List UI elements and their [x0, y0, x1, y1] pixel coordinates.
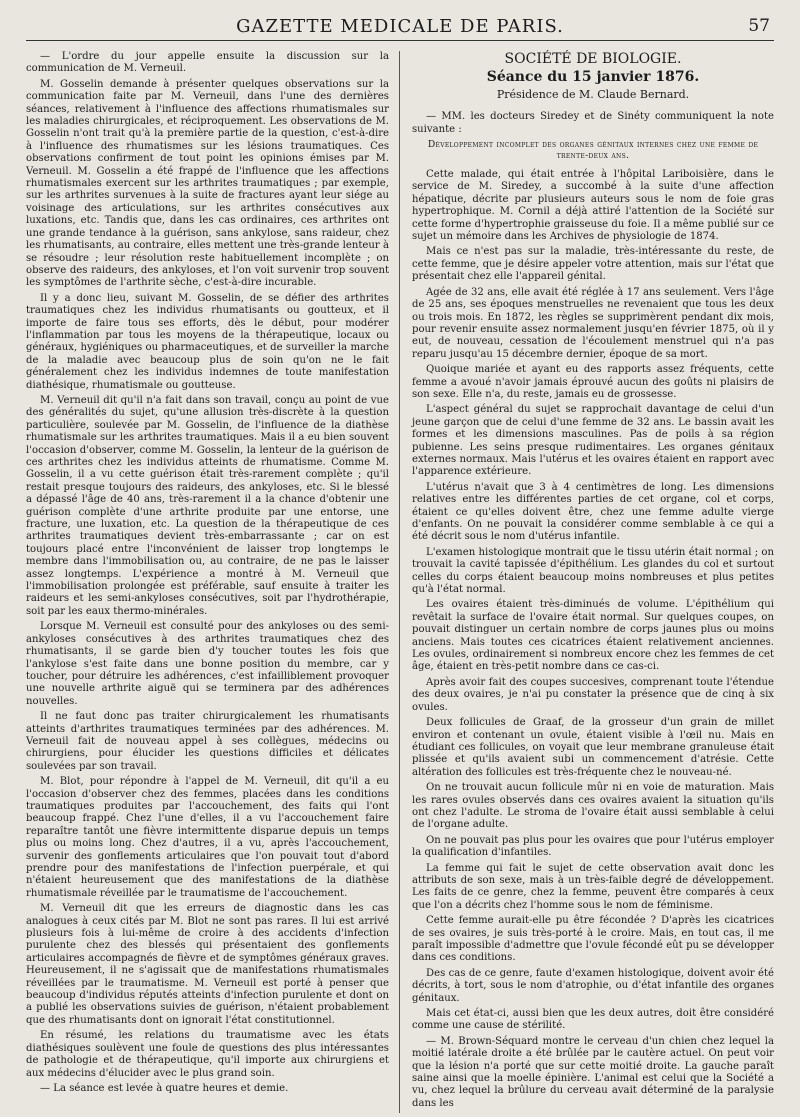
- right-paragraph: On ne trouvait aucun follicule mûr ni en voie de maturation. Mais les rares ovules observés dans ces ovaires avaient la situation qu'ils ont chez l'adulte. Le stroma de l'ovaire était aussi semblable à celui de l'organe adulte.: [412, 782, 774, 831]
- page-number: 57: [748, 16, 770, 36]
- right-paragraph: — M. Brown-Séquard montre le cerveau d'un chien chez lequel la moitié latérale droite a été brûlée par le cautère actuel. On peut voir que la lésion n'a porté que sur cette moitié droite. La gauche paraît saine ainsi que la moelle épinière. L'animal est celui que la Société a vu, chez lequel la brûlure du cerveau avait déterminé de la paralysie dans les: [412, 1035, 774, 1109]
- right-paragraph: Mais ce n'est pas sur la maladie, très-intéressante du reste, de cette femme, que je désire appeler votre attention, mais sur l'état que présentait chez elle l'appareil génital.: [412, 246, 774, 283]
- right-paragraph: L'examen histologique montrait que le tissu utérin était normal ; on trouvait la cavité tapissée d'épithélium. Les glandes du col et surtout celles du corps étaient beaucoup moins nombreuses et plus petites qu'à l'état normal.: [412, 546, 774, 596]
- right-paragraph: Agée de 32 ans, elle avait été réglée à 17 ans seulement. Vers l'âge de 25 ans, ses époques menstruelles ne revenaient que tous les deux ou trois mois. En 1872, les règles se supprimèrent pendant dix mois, pour revenir ensuite assez normalement jusqu'en février 1875, où il y eut, de nouveau, cessation de l'écoulement menstruel qui n'a pas reparu jusqu'au 15 décembre dernier, époque de sa mort.: [412, 286, 774, 360]
- right-paragraph: L'utérus n'avait que 3 à 4 centimètres de long. Les dimensions relatives entre les différentes parties de cet organe, col et corps, étaient ce qu'elles doivent être, chez une femme adulte vierge d'enfants. On ne pouvait la considérer comme semblable à ce qui a été décrit sous le nom d'utérus infantile.: [412, 481, 774, 543]
- right-paragraph: La femme qui fait le sujet de cette observation avait donc les attributs de son sexe, mais à un très-faible degré de développement. Les faits de ce genre, chez la femme, peuvent être comparés à ceux que l'on a décrits chez l'homme sous le nom de féminisme.: [412, 862, 774, 911]
- seance-heading: Séance du 15 janvier 1876.: [486, 69, 700, 86]
- society-heading: SOCIÉTÉ DE BIOLOGIE.: [504, 51, 682, 67]
- session-end-line: — La séance est levée à quatre heures et demie.: [40, 1082, 289, 1094]
- left-paragraph: Il ne faut donc pas traiter chirurgicalement les rhumatisants atteints d'arthrites traumatiques terminées par des adhérences. M. Verneuil fait de nouveau appel à ses collègues, médecins ou chirurgiens, pour élucider les questions difficiles et délicates soulevées par son travail.: [26, 711, 389, 772]
- right-paragraph: Des cas de ce genre, faute d'examen histologique, doivent avoir été décrits, à tort, sous le nom d'atrophie, ou d'état infantile des organes génitaux.: [412, 967, 774, 1004]
- right-paragraph: On ne pouvait pas plus pour les ovaires que pour l'utérus employer la qualification d'infantiles.: [412, 834, 774, 859]
- running-header: [26, 14, 774, 41]
- right-paragraph: L'aspect général du sujet se rapprochait davantage de celui d'un jeune garçon que de celui d'une femme de 32 ans. Le bassin avait les formes et les dimensions masculines. Pas de poils à sa région pubienne. Les seins presque rudimentaires. Les organes génitaux externes normaux. Mais l'utérus et les ovaires étaient en rapport avec l'apparence extérieure.: [412, 404, 774, 478]
- left-paragraph: Il y a donc lieu, suivant M. Gosselin, de se défier des arthrites traumatiques chez les individus rhumatisants ou goutteux, et il importe de faire tous ses efforts, dès le début, pour modérer l'inflammation par tous les moyens de la thérapeutique, locaux ou généraux, hygiéniques ou pharmaceutiques, et de surveiller la marche de la maladie avec beaucoup plus de soin qu'on ne le fait généralement chez les individus indemnes de toute manifestation diathésique, rhumatismale ou goutteuse.: [26, 292, 389, 391]
- left-paragraph: M. Verneuil dit qu'il n'a fait dans son travail, conçu au point de vue des généralités du sujet, qu'une allusion très-discrète à la question particulière, soulevée par M. Gosselin, de l'influence de la diathèse rhumatismale sur les arthrites traumatiques. Mais il a eu bien souvent l'occasion d'observer, comme M. Gosselin, la lenteur de la guérison de ces arthrites chez les individus atteints de rhumatisme. Comme M. Gosselin, il a vu cette guérison était très-rarement complète ; qu'il restait presque toujours des raideurs, des ankyloses, etc. Si le blessé a dépassé l'âge de 40 ans, très-rarement il a la chance d'obtenir une guérison complète d'une arthrite produite par une entorse, une fracture, une luxation, etc. La question de la thérapeutique de ces arthrites traumatiques devient très-embarrassante ; car on est toujours placé entre l'inconvénient de laisser trop longtemps le membre dans l'immobilisation ou, au contraire, de ne pas le laisser assez longtemps. L'expérience a montré à M. Verneuil que l'immobilisation prolongée est préférable, sauf ensuite à traiter les raideurs et les semi-ankyloses consécutives, soit par l'hydrothérapie, soit par les eaux thermo-minérales.: [26, 394, 389, 617]
- intro-paragraph: — MM. les docteurs Siredey et de Sinéty communiquent la note suivante :: [412, 111, 774, 135]
- left-column: [26, 51, 400, 1113]
- article-columns: [26, 51, 774, 1113]
- right-paragraph: Après avoir fait des coupes succesives, comprenant toute l'étendue des deux ovaires, je n'ai pu constater la présence que de cinq à six ovules.: [412, 676, 774, 713]
- right-paragraph: Quoique mariée et ayant eu des rapports assez fréquents, cette femme a avoué n'avoir jamais éprouvé aucun des goûts ni plaisirs de son sexe. Elle n'a, du reste, jamais eu de grossesse.: [412, 364, 774, 400]
- journal-title: GAZETTE MEDICALE DE PARIS.: [236, 16, 564, 37]
- right-paragraph: Cette malade, qui était entrée à l'hôpital Lariboisière, dans le service de M. Siredey, a succombé à la suite d'une affection hépatique, décrite par plusieurs auteurs sous le nom de foie gras hypertrophique. M. Cornil a déjà attiré l'attention de la Société sur cette forme d'hypertrophie graisseuse du foie. Il a même publié sur ce sujet un mémoire dans les Archives de physiologie de 1874.: [412, 169, 774, 243]
- left-paragraph: Lorsque M. Verneuil est consulté pour des ankyloses ou des semi-ankyloses consécutives à des arthrites traumatiques chez des rhumatisants, il se garde bien d'y toucher toutes les fois que l'ankylose s'est faite dans une bonne position du membre, car y toucher, pour détruire les adhérences, c'est infailliblement provoquer une nouvelle arthrite aiguë qui se terminera par des adhérences nouvelles.: [26, 621, 389, 707]
- right-paragraph: Les ovaires étaient très-diminués de volume. L'épithélium qui revêtait la surface de l'ovaire était normal. Sur quelques coupes, on pouvait distinguer un certain nombre de corps jaunes plus ou moins anciens. Mais toutes ces cicatrices étaient relativement anciennes. Les ovules, ordinairement si nombreux encore chez les femmes de cet âge, étaient en très-petit nombre dans ce cas-ci.: [412, 599, 774, 673]
- presidence-line: Présidence de M. Claude Bernard.: [496, 87, 690, 101]
- left-paragraph: M. Verneuil dit que les erreurs de diagnostic dans les cas analogues à ceux cités par M. Blot ne sont pas rares. Il lui est arrivé plusieurs fois à lui-même de croire à des accidents d'infection purulente chez des blessés qui présentaient des gonflements articulaires accompagnés de fièvre et de symptômes généraux graves. Heureusement, il ne s'agissait que de manifestations rhumatismales réveillées par le traumatisme. M. Verneuil est porté à penser que beaucoup d'individus réputés atteints d'infection purulente et dont on a publié les observations suivies de guérison, n'étaient probablement que des rhumatisants dont on ignorait l'état constitutionnel.: [26, 903, 389, 1026]
- right-paragraph: Deux follicules de Graaf, de la grosseur d'un grain de millet environ et contenant un ovule, étaient visible à l'œil nu. Mais en étudiant ces follicules, on voyait que leur membrane granuleuse était plissée et qu'ils avaient subi un commencement d'atrésie. Cette altération des follicules est très-fréquente chez le nouveau-né.: [412, 717, 774, 778]
- right-paragraph: Mais cet état-ci, aussi bien que les deux autres, doit être considéré comme une cause de stérilité.: [412, 1008, 774, 1032]
- left-paragraph: M. Blot, pour répondre à l'appel de M. Verneuil, dit qu'il a eu l'occasion d'observer chez des femmes, placées dans les conditions traumatiques produites par l'accouchement, des faits qui l'ont beaucoup frappé. Chez l'une d'elles, il a vu l'accouchement faire reparaître tantôt une fièvre intermittente disparue depuis un temps plus ou moins long. Chez d'autres, il a vu, après l'accouchement, survenir des gonflements articulaires que l'on pouvait tout d'abord prendre pour des manifestations de l'infection puerpérale, et qui n'étaient heureusement que des manifestations de la diathèse rhumatismale réveillée par le traumatisme de l'accouchement.: [26, 776, 389, 899]
- article-title: Développement incomplet des organes génitaux internes chez une femme de trente-deux ans.: [427, 139, 759, 162]
- left-paragraph: M. Gosselin demande à présenter quelques observations sur la communication faite par M. Verneuil, dans l'une des dernières séances, relativement à l'influence des affections rhumatismales sur les maladies chirurgicales, et réciproquement. Les observations de M. Gosselin n'ont trait qu'à la première partie de la question, c'est-à-dire à l'influence des rhumatismes sur les lésions traumatiques. Ces observations confirment de tout point les opinions émises par M. Verneuil. M. Gosselin a été frappé de l'influence que les affections rhumatismales exercent sur les arthrites traumatiques ; par exemple, sur les arthrites survenues à la suite de fractures ayant leur siége au voisinage des articulations, sur les arthrites consécutives aux luxations, etc. Tandis que, dans les cas ordinaires, ces arthrites ont une grande tendance à la guérison, sans ankylose, sans raideur, chez les rhumatisants, au contraire, elles mettent une très-grande lenteur à se résoudre ; leur résolution reste habituellement incomplète ; on observe des raideurs, des ankyloses, et l'on voit survenir trop souvent les symptômes de l'arthrite sèche, c'est-à-dire incurable.: [26, 78, 389, 289]
- left-paragraph: — L'ordre du jour appelle ensuite la discussion sur la communication de M. Verneuil.: [26, 51, 389, 75]
- right-column: [400, 51, 774, 1113]
- right-paragraph: Cette femme aurait-elle pu être fécondée ? D'après les cicatrices de ses ovaires, je suis très-porté à le croire. Mais, en tout cas, il me paraît impossible d'admettre que l'ovule fécondé eût pu se développer dans ces conditions.: [412, 915, 774, 964]
- left-paragraph: En résumé, les relations du traumatisme avec les états diathésiques soulèvent une foule de questions des plus intéressantes de pathologie et de thérapeutique, qu'il importe aux chirurgiens et aux médecins d'élucider avec le plus grand soin.: [26, 1030, 389, 1079]
